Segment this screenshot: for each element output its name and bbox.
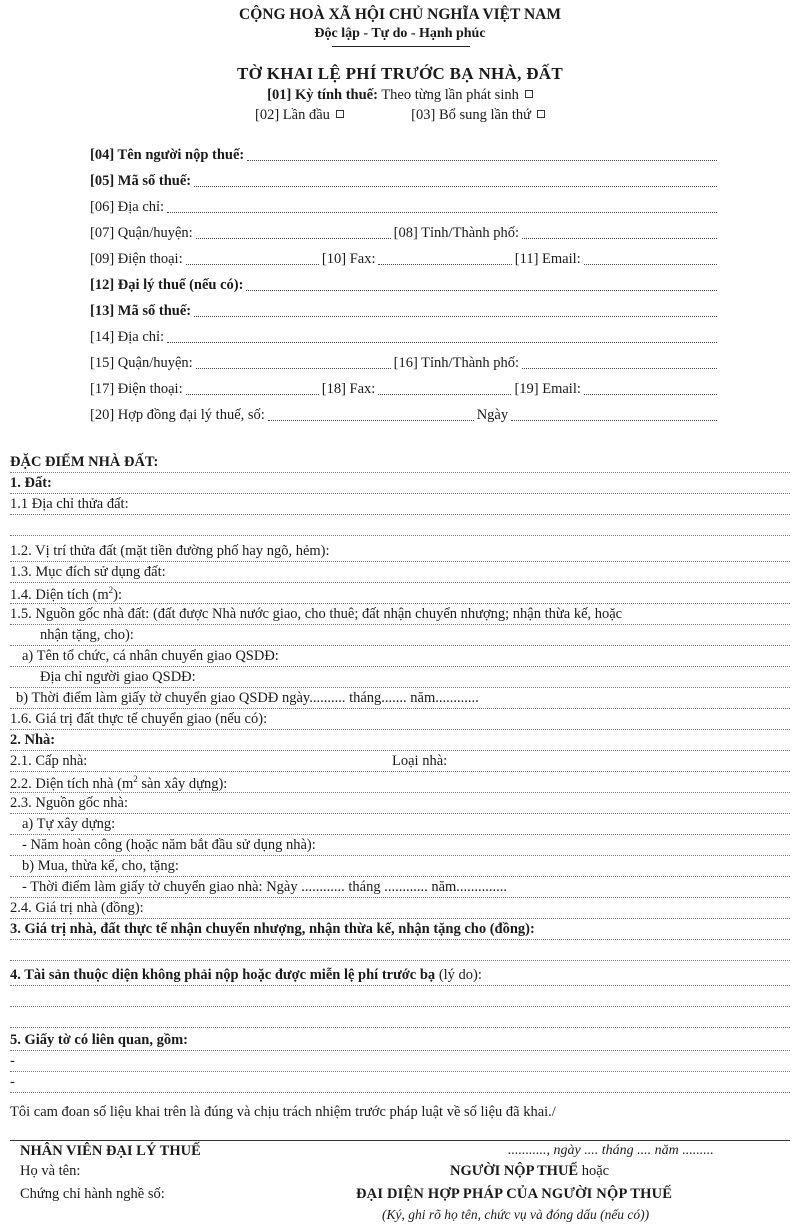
agent-fax-label: [18] Fax: — [321, 381, 376, 397]
agent-address-field[interactable] — [167, 331, 717, 343]
email-label: [11] Email: — [514, 251, 581, 267]
land-address-line[interactable]: 1.1 Địa chỉ thửa đất: — [10, 494, 790, 515]
district-row — [90, 222, 720, 242]
district-field[interactable] — [196, 227, 391, 239]
agent-tax-code-label: [13] Mã số thuế: — [90, 303, 192, 319]
house-area-line[interactable] — [10, 772, 790, 793]
contract-row — [90, 404, 720, 424]
fax-label: [10] Fax: — [321, 251, 376, 267]
commitment-statement: Tôi cam đoan số liệu khai trên là đúng và chịu trách nhiệm trước pháp luật về số liệu đã khai./ — [10, 1104, 556, 1120]
land-area-unit-sup: 2 — [108, 585, 114, 595]
payer-signature-title — [450, 1163, 609, 1180]
purchase-line: b) Mua, thừa kế, cho, tặng: — [10, 856, 790, 877]
province-label: [08] Tỉnh/Thành phố: — [393, 225, 520, 241]
completion-year-line[interactable]: - Năm hoàn công (hoặc năm bắt đầu sử dụng nhà): — [10, 835, 790, 856]
email-field[interactable] — [584, 253, 717, 265]
first-time-checkbox[interactable] — [336, 110, 344, 118]
per-occurrence-checkbox[interactable] — [525, 90, 533, 98]
payer-or-label: hoặc — [578, 1163, 610, 1179]
house-grade-line[interactable] — [10, 751, 790, 772]
tax-period — [0, 87, 800, 104]
address-label: [06] Địa chỉ: — [90, 199, 165, 215]
land-transferor-address-line[interactable]: Địa chỉ người giao QSDĐ: — [10, 667, 790, 688]
agent-label: [12] Đại lý thuế (nếu có): — [90, 277, 244, 293]
house-transfer-date-line[interactable]: - Thời điểm làm giấy tờ chuyển giao nhà: Ngày ............ tháng ............ năm.............. — [10, 877, 790, 898]
agent-certificate-label: Chứng chỉ hành nghề số: — [20, 1186, 165, 1202]
land-address-continuation[interactable] — [10, 515, 790, 536]
exemption-line[interactable] — [10, 965, 790, 986]
house-heading: 2. Nhà: — [10, 730, 790, 751]
province-field[interactable] — [522, 227, 717, 239]
address-field[interactable] — [167, 201, 717, 213]
first-time-label: [02] Lần đầu — [255, 107, 330, 123]
contract-date-label: Ngày — [476, 407, 509, 423]
land-transfer-date-line[interactable]: b) Thời điểm làm giấy tờ chuyển giao QSDĐ ngày.......... tháng....... năm............ — [10, 688, 790, 709]
district-label: [07] Quận/huyện: — [90, 225, 193, 241]
agent-province-field[interactable] — [522, 357, 717, 369]
form-title: TỜ KHAI LỆ PHÍ TRƯỚC BẠ NHÀ, ĐẤT — [236, 64, 564, 83]
agent-phone-label: [17] Điện thoại: — [90, 381, 183, 397]
house-area-unit-sup: 2 — [133, 774, 138, 784]
document-item-2[interactable]: - — [10, 1072, 790, 1093]
land-location-line[interactable]: 1.2. Vị trí thửa đất (mặt tiền đường phố hay ngõ, hẻm): — [10, 541, 790, 562]
land-area-line[interactable] — [10, 583, 790, 604]
payer-signature-label: NGƯỜI NỘP THUẾ — [450, 1163, 579, 1179]
actual-value-continuation[interactable] — [10, 940, 790, 961]
signature-divider — [10, 1140, 790, 1141]
agent-district-field[interactable] — [196, 357, 391, 369]
phone-field[interactable] — [186, 253, 319, 265]
land-area-label-end: ): — [113, 586, 123, 603]
agent-staff-title: NHÂN VIÊN ĐẠI LÝ THUẾ — [20, 1143, 201, 1159]
address-row — [90, 196, 720, 216]
motto-underline — [332, 46, 470, 47]
house-area-label-end: sàn xây dựng): — [137, 775, 228, 792]
land-heading: 1. Đất: — [10, 473, 790, 494]
payer-name-field[interactable] — [247, 149, 717, 161]
agent-phone-field[interactable] — [186, 383, 319, 395]
tax-period-label: [01] Kỳ tính thuế: — [267, 87, 378, 103]
document-item-1[interactable]: - — [10, 1051, 790, 1072]
agent-contact-row — [90, 378, 720, 398]
contract-date-field[interactable] — [511, 409, 717, 421]
agent-address-label: [14] Địa chỉ: — [90, 329, 165, 345]
house-grade-label: 2.1. Cấp nhà: — [10, 753, 88, 769]
tax-code-field[interactable] — [194, 175, 717, 187]
agent-tax-code-field[interactable] — [194, 305, 717, 317]
legal-representative-title: ĐẠI DIỆN HỢP PHÁP CỦA NGƯỜI NỘP THUẾ — [356, 1186, 673, 1202]
land-origin-continuation: nhận tặng, cho): — [10, 625, 790, 646]
agent-district-row — [90, 352, 720, 372]
supplement-label: [03] Bổ sung lần thứ — [411, 107, 531, 123]
payer-name-row — [90, 144, 720, 164]
land-transferor-line[interactable]: a) Tên tổ chức, cá nhân chuyển giao QSDĐ: — [10, 646, 790, 667]
tax-code-label: [05] Mã số thuế: — [90, 173, 192, 189]
house-value-line[interactable]: 2.4. Giá trị nhà (đồng): — [10, 898, 790, 919]
signature-note: (Ký, ghi rõ họ tên, chức vụ và đóng dấu (nếu có)) — [382, 1207, 650, 1222]
contact-row — [90, 248, 720, 268]
agent-district-label: [15] Quận/huyện: — [90, 355, 193, 371]
declaration-type — [0, 107, 800, 124]
signature-date: ..........., ngày .... tháng .... năm ......... — [508, 1143, 714, 1158]
agent-email-field[interactable] — [584, 383, 717, 395]
agent-tax-code-row — [90, 300, 720, 320]
self-built-line: a) Tự xây dựng: — [10, 814, 790, 835]
phone-label: [09] Điện thoại: — [90, 251, 183, 267]
payer-name-label: [04] Tên người nộp thuế: — [90, 147, 245, 163]
agent-fax-field[interactable] — [378, 383, 511, 395]
documents-heading: 5. Giấy tờ có liên quan, gồm: — [10, 1030, 790, 1051]
agent-field[interactable] — [246, 279, 717, 291]
land-purpose-line[interactable]: 1.3. Mục đích sử dụng đất: — [10, 562, 790, 583]
contract-number-field[interactable] — [268, 409, 474, 421]
property-heading: ĐẶC ĐIỂM NHÀ ĐẤT: — [10, 452, 790, 473]
agent-province-label: [16] Tỉnh/Thành phố: — [393, 355, 520, 371]
exemption-continuation-1[interactable] — [10, 986, 790, 1007]
land-area-label: 1.4. Diện tích (m — [10, 586, 109, 603]
land-origin-line: 1.5. Nguồn gốc nhà đất: (đất được Nhà nước giao, cho thuê; đất nhận chuyển nhượng; nhận thừa kế, hoặc — [10, 604, 790, 625]
supplement-checkbox[interactable] — [537, 110, 545, 118]
agent-email-label: [19] Email: — [514, 381, 581, 397]
agent-full-name-label: Họ và tên: — [20, 1163, 81, 1179]
land-value-line[interactable]: 1.6. Giá trị đất thực tế chuyển giao (nếu có): — [10, 709, 790, 730]
exemption-continuation-2[interactable] — [10, 1007, 790, 1028]
exemption-reason-label: (lý do): — [435, 967, 482, 983]
nation-heading: CỘNG HOÀ XÃ HỘI CHỦ NGHĨA VIỆT NAM — [239, 6, 561, 23]
house-origin-line: 2.3. Nguồn gốc nhà: — [10, 793, 790, 814]
tax-code-row — [90, 170, 720, 190]
tax-period-value: Theo từng lần phát sinh — [381, 87, 519, 103]
exemption-label: 4. Tài sản thuộc diện không phải nộp hoặc được miễn lệ phí trước bạ — [10, 967, 436, 983]
house-type-label: Loại nhà: — [392, 753, 448, 769]
motto: Độc lập - Tự do - Hạnh phúc — [314, 26, 486, 41]
contract-label: [20] Hợp đồng đại lý thuế, số: — [90, 407, 265, 423]
house-area-label: 2.2. Diện tích nhà (m — [10, 775, 134, 792]
agent-address-row — [90, 326, 720, 346]
actual-value-line[interactable]: 3. Giá trị nhà, đất thực tế nhận chuyển nhượng, nhận thừa kế, nhận tặng cho (đồng): — [10, 919, 790, 940]
fax-field[interactable] — [378, 253, 511, 265]
agent-row — [90, 274, 720, 294]
